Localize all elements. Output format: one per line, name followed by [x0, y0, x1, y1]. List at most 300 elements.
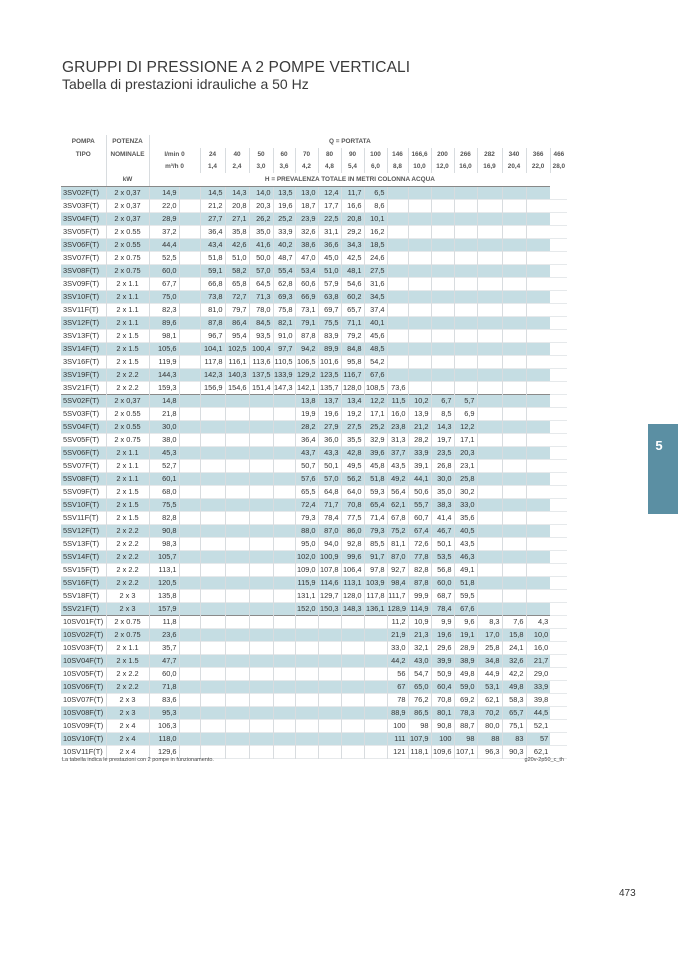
cell-head: 150,3	[318, 602, 341, 615]
cell-head: 109,0	[295, 563, 318, 576]
cell-head: 30,2	[454, 485, 477, 498]
cell-head	[408, 316, 431, 329]
cell-head	[179, 654, 200, 667]
cell-head: 28,2	[408, 433, 431, 446]
cell-head: 57,6	[295, 472, 318, 485]
cell-head	[200, 511, 225, 524]
cell-head: 94,2	[295, 342, 318, 355]
cell-head	[179, 563, 200, 576]
cell-head: 128,0	[341, 381, 364, 394]
cell-head	[526, 199, 550, 212]
cell-head	[454, 368, 477, 381]
cell-head	[408, 342, 431, 355]
cell-head: 99,9	[408, 589, 431, 602]
cell-head	[431, 303, 454, 316]
cell-head	[179, 511, 200, 524]
cell-head	[179, 485, 200, 498]
cell-head: 151,4	[249, 381, 273, 394]
cell-head: 17,0	[477, 628, 502, 641]
cell-head: 32,9	[364, 433, 387, 446]
cell-head: 64,0	[341, 485, 364, 498]
cell-head	[502, 446, 526, 459]
cell-head: 60,4	[431, 680, 454, 693]
cell-head: 32,6	[502, 654, 526, 667]
cell-head	[477, 290, 502, 303]
cell-head	[200, 602, 225, 615]
cell-head: 16,0	[387, 407, 408, 420]
cell-head: 58,2	[225, 264, 249, 277]
cell-head: 59,1	[200, 264, 225, 277]
cell-power: 2 x 0.75	[106, 264, 149, 277]
cell-head: 135,7	[318, 381, 341, 394]
cell-head: 40,5	[454, 524, 477, 537]
cell-head	[225, 615, 249, 628]
table-row	[61, 693, 567, 706]
cell-head	[200, 524, 225, 537]
cell-head	[477, 381, 502, 394]
cell-model: 5SV08F(T)	[61, 472, 106, 485]
table-row	[61, 316, 567, 329]
cell-head	[225, 628, 249, 641]
cell-head	[408, 290, 431, 303]
cell-head: 24,1	[502, 641, 526, 654]
cell-head	[179, 381, 200, 394]
cell-head: 43,5	[454, 537, 477, 550]
cell-head	[179, 550, 200, 563]
cell-head: 10,0	[533, 630, 549, 639]
cell-head	[225, 563, 249, 576]
cell-head: 86,4	[225, 316, 249, 329]
cell-head	[318, 667, 341, 680]
cell-head	[295, 680, 318, 693]
cell-head: 14,3	[431, 420, 454, 433]
cell-head	[526, 212, 550, 225]
cell-head: 103,9	[364, 576, 387, 589]
cell-head: 98,1	[149, 329, 179, 342]
cell-head: 81,0	[200, 303, 225, 316]
cell-head: 49,1	[454, 563, 477, 576]
cell-head	[179, 394, 200, 407]
cell-head: 25,2	[364, 420, 387, 433]
cell-head: 72,4	[295, 498, 318, 511]
cell-head: 52,5	[149, 251, 179, 264]
cell-head: 39,6	[364, 446, 387, 459]
cell-head: 26,2	[249, 212, 273, 225]
cell-head: 13,4	[341, 394, 364, 407]
cell-head	[200, 719, 225, 732]
cell-head	[318, 745, 341, 758]
cell-head: 40,1	[364, 316, 387, 329]
cell-head	[454, 355, 477, 368]
cell-head	[249, 524, 273, 537]
cell-head	[387, 225, 408, 238]
cell-head	[179, 680, 200, 693]
table-row	[61, 641, 567, 654]
cell-power: 2 x 0.55	[106, 238, 149, 251]
table-row	[61, 290, 567, 303]
cell-model: 3SV09F(T)	[61, 277, 106, 290]
cell-head	[200, 654, 225, 667]
cell-head	[477, 550, 502, 563]
cell-head: 22,5	[318, 212, 341, 225]
header-flow-lmin: 80	[318, 148, 341, 161]
cell-head	[200, 459, 225, 472]
cell-power: 2 x 1.1	[106, 303, 149, 316]
cell-head	[225, 472, 249, 485]
cell-head: 88,7	[454, 719, 477, 732]
cell-head	[179, 589, 200, 602]
cell-head: 35,0	[431, 485, 454, 498]
cell-head: 71,7	[318, 498, 341, 511]
table-row	[61, 472, 567, 485]
cell-head: 71,8	[149, 680, 179, 693]
cell-head	[179, 602, 200, 615]
cell-head	[341, 745, 364, 758]
cell-power: 2 x 2.2	[106, 537, 149, 550]
cell-head	[364, 693, 387, 706]
cell-head	[526, 589, 550, 602]
cell-head	[249, 693, 273, 706]
cell-head	[179, 212, 200, 225]
cell-head	[341, 732, 364, 745]
cell-head: 12,2	[364, 394, 387, 407]
cell-head: 6,7	[431, 394, 454, 407]
cell-head	[179, 706, 200, 719]
cell-head: 88,0	[295, 524, 318, 537]
cell-head	[502, 407, 526, 420]
cell-head: 91,0	[273, 329, 295, 342]
cell-model: 5SV18F(T)	[61, 589, 106, 602]
cell-head	[431, 355, 454, 368]
cell-head	[454, 225, 477, 238]
cell-model: 3SV14F(T)	[61, 342, 106, 355]
cell-head	[200, 667, 225, 680]
cell-head	[225, 589, 249, 602]
cell-head	[249, 719, 273, 732]
cell-head	[526, 342, 550, 355]
table-row	[61, 394, 567, 407]
header-flow-lmin: 60	[273, 148, 295, 161]
cell-head: 21,2	[200, 199, 225, 212]
header-flow-lmin: l/min 0	[149, 148, 200, 161]
cell-head: 87,8	[408, 576, 431, 589]
cell-head	[273, 680, 295, 693]
cell-head	[273, 407, 295, 420]
cell-power: 2 x 0.55	[106, 420, 149, 433]
cell-head	[249, 615, 273, 628]
cell-head: 40,2	[273, 238, 295, 251]
cell-head	[454, 186, 477, 199]
cell-head	[273, 472, 295, 485]
cell-head	[318, 615, 341, 628]
cell-head	[502, 511, 526, 524]
cell-head: 23,1	[454, 459, 477, 472]
cell-head	[179, 732, 200, 745]
cell-head: 57,0	[249, 264, 273, 277]
cell-head	[477, 186, 502, 199]
cell-head: 50,7	[295, 459, 318, 472]
cell-head	[249, 498, 273, 511]
cell-model: 10SV11F(T)	[61, 745, 106, 758]
cell-head	[431, 277, 454, 290]
cell-head	[179, 251, 200, 264]
cell-head: 87,0	[387, 550, 408, 563]
cell-head	[295, 693, 318, 706]
cell-head: 34,3	[341, 238, 364, 251]
cell-head	[477, 563, 502, 576]
cell-model: 3SV08F(T)	[61, 264, 106, 277]
cell-head	[431, 316, 454, 329]
cell-head: 31,1	[318, 225, 341, 238]
cell-head: 75,0	[149, 290, 179, 303]
header-potenza: POTENZA	[106, 135, 149, 148]
cell-head: 53,5	[431, 550, 454, 563]
cell-head	[431, 342, 454, 355]
cell-head: 92,8	[341, 537, 364, 550]
cell-head: 59,3	[364, 485, 387, 498]
cell-head: 43,7	[295, 446, 318, 459]
cell-head	[502, 329, 526, 342]
cell-head	[179, 472, 200, 485]
cell-head: 99,6	[341, 550, 364, 563]
cell-head: 23,8	[387, 420, 408, 433]
cell-head: 76,2	[408, 693, 431, 706]
cell-power: 2 x 1.5	[106, 485, 149, 498]
cell-head	[225, 420, 249, 433]
cell-head	[318, 693, 341, 706]
cell-head: 20,8	[341, 212, 364, 225]
cell-head	[225, 550, 249, 563]
cell-head	[502, 563, 526, 576]
cell-head: 65,8	[225, 277, 249, 290]
cell-head: 39,1	[408, 459, 431, 472]
cell-head: 67,8	[387, 511, 408, 524]
cell-head: 80,0	[477, 719, 502, 732]
header-flow-m3h: 3,0	[249, 161, 273, 174]
cell-head	[179, 628, 200, 641]
cell-head	[295, 641, 318, 654]
cell-head	[526, 446, 550, 459]
cell-head: 129,2	[295, 368, 318, 381]
cell-head	[295, 719, 318, 732]
cell-head	[249, 420, 273, 433]
cell-head	[179, 524, 200, 537]
cell-head	[179, 537, 200, 550]
cell-power: 2 x 0.55	[106, 225, 149, 238]
cell-model: 3SV12F(T)	[61, 316, 106, 329]
cell-head: 14,0	[249, 186, 273, 199]
cell-head: 43,4	[200, 238, 225, 251]
cell-head	[477, 537, 502, 550]
table-row	[61, 563, 567, 576]
header-flow-m3h: 10,0	[408, 161, 431, 174]
cell-head	[526, 368, 550, 381]
cell-head	[295, 615, 318, 628]
cell-head: 65,0	[408, 680, 431, 693]
cell-head: 14,9	[149, 186, 179, 199]
cell-head	[200, 420, 225, 433]
cell-head	[364, 628, 387, 641]
cell-head	[179, 576, 200, 589]
cell-head: 91,7	[364, 550, 387, 563]
cell-head: 69,3	[273, 290, 295, 303]
cell-head	[502, 368, 526, 381]
cell-model: 10SV09F(T)	[61, 719, 106, 732]
cell-head: 21,9	[387, 628, 408, 641]
cell-power: 2 x 0.75	[106, 615, 149, 628]
table-code: g20v-2p50_c_th	[524, 757, 564, 763]
cell-power: 2 x 1.5	[106, 329, 149, 342]
cell-head	[249, 459, 273, 472]
cell-head: 79,7	[225, 303, 249, 316]
cell-head	[477, 329, 502, 342]
header-flow-lmin: 340	[502, 148, 526, 161]
cell-head: 13,8	[295, 394, 318, 407]
table-row	[61, 212, 567, 225]
cell-head: 98	[408, 719, 431, 732]
cell-head: 107,9	[408, 732, 431, 745]
cell-head: 45,8	[364, 459, 387, 472]
cell-head	[454, 303, 477, 316]
cell-head: 93,5	[249, 329, 273, 342]
cell-head: 56,4	[387, 485, 408, 498]
table-row	[61, 329, 567, 342]
cell-head	[318, 680, 341, 693]
header-flow-m3h: 16,9	[477, 161, 502, 174]
cell-head: 6,5	[364, 186, 387, 199]
cell-head: 142,3	[200, 368, 225, 381]
cell-head	[387, 316, 408, 329]
header-flow-m3h: 1,4	[200, 161, 225, 174]
cell-head	[225, 654, 249, 667]
cell-head	[502, 602, 526, 615]
table-row	[61, 628, 567, 641]
cell-head	[408, 329, 431, 342]
cell-head: 19,2	[341, 407, 364, 420]
cell-power: 2 x 4	[106, 732, 149, 745]
cell-head: 27,1	[225, 212, 249, 225]
cell-head	[431, 225, 454, 238]
cell-head: 41,4	[431, 511, 454, 524]
cell-head: 69,7	[318, 303, 341, 316]
cell-power: 2 x 0.75	[106, 433, 149, 446]
cell-head	[526, 576, 550, 589]
cell-head	[273, 537, 295, 550]
cell-model: 5SV10F(T)	[61, 498, 106, 511]
cell-head: 8,5	[431, 407, 454, 420]
cell-head: 42,8	[341, 446, 364, 459]
cell-head	[431, 368, 454, 381]
cell-head	[502, 303, 526, 316]
cell-head: 71,3	[249, 290, 273, 303]
cell-head: 102,0	[295, 550, 318, 563]
cell-head: 27,9	[318, 420, 341, 433]
cell-head: 107,1	[454, 745, 477, 758]
cell-head	[341, 706, 364, 719]
cell-head: 137,5	[249, 368, 273, 381]
cell-power: 2 x 2.2	[106, 368, 149, 381]
cell-head: 129,6	[149, 745, 179, 758]
cell-head: 85,5	[364, 537, 387, 550]
cell-head	[273, 719, 295, 732]
cell-head	[477, 589, 502, 602]
cell-head: 29,0	[533, 669, 549, 678]
header-flow-m3h: 8,8	[387, 161, 408, 174]
cell-head	[295, 745, 318, 758]
cell-head	[225, 394, 249, 407]
cell-head: 55,7	[408, 498, 431, 511]
cell-head: 54,7	[408, 667, 431, 680]
cell-head	[200, 498, 225, 511]
cell-head: 84,8	[341, 342, 364, 355]
cell-head: 65,5	[295, 485, 318, 498]
cell-head	[225, 524, 249, 537]
cell-head: 29,2	[341, 225, 364, 238]
header-pompa: POMPA	[61, 135, 106, 148]
cell-head: 17,1	[364, 407, 387, 420]
cell-head	[408, 303, 431, 316]
cell-head: 75,5	[318, 316, 341, 329]
cell-head	[341, 680, 364, 693]
cell-head: 111,7	[387, 589, 408, 602]
cell-head: 51,8	[364, 472, 387, 485]
cell-head	[179, 667, 200, 680]
cell-head: 57,9	[318, 277, 341, 290]
cell-head: 67,4	[408, 524, 431, 537]
cell-head	[179, 641, 200, 654]
cell-head: 78	[387, 693, 408, 706]
cell-model: 5SV09F(T)	[61, 485, 106, 498]
cell-head	[477, 446, 502, 459]
cell-head: 71,1	[341, 316, 364, 329]
cell-head	[431, 212, 454, 225]
cell-head	[502, 238, 526, 251]
cell-head: 16,6	[341, 199, 364, 212]
cell-head: 142,1	[295, 381, 318, 394]
header-flow-lmin: 200	[431, 148, 454, 161]
cell-head	[387, 264, 408, 277]
cell-head	[318, 654, 341, 667]
cell-head: 65,4	[364, 498, 387, 511]
cell-head: 51,8	[454, 576, 477, 589]
header-flow-m3h: 4,8	[318, 161, 341, 174]
cell-head: 8,6	[364, 199, 387, 212]
cell-power: 2 x 0,37	[106, 212, 149, 225]
cell-head	[179, 420, 200, 433]
cell-head: 47,7	[149, 654, 179, 667]
cell-head	[502, 420, 526, 433]
cell-head: 36,0	[318, 433, 341, 446]
cell-head: 9,9	[431, 615, 454, 628]
header-kw: kW	[106, 173, 149, 186]
cell-head	[341, 719, 364, 732]
cell-head: 50,1	[318, 459, 341, 472]
cell-head: 35,5	[341, 433, 364, 446]
cell-head: 135,8	[149, 589, 179, 602]
cell-head	[179, 199, 200, 212]
cell-head	[526, 238, 550, 251]
cell-head: 44,1	[408, 472, 431, 485]
cell-head	[477, 264, 502, 277]
cell-head: 43,3	[318, 446, 341, 459]
cell-model: 3SV19F(T)	[61, 368, 106, 381]
cell-head	[179, 498, 200, 511]
cell-head: 68,0	[149, 485, 179, 498]
cell-head	[477, 498, 502, 511]
cell-power: 2 x 0.75	[106, 251, 149, 264]
cell-head: 97,8	[364, 563, 387, 576]
cell-head	[454, 316, 477, 329]
